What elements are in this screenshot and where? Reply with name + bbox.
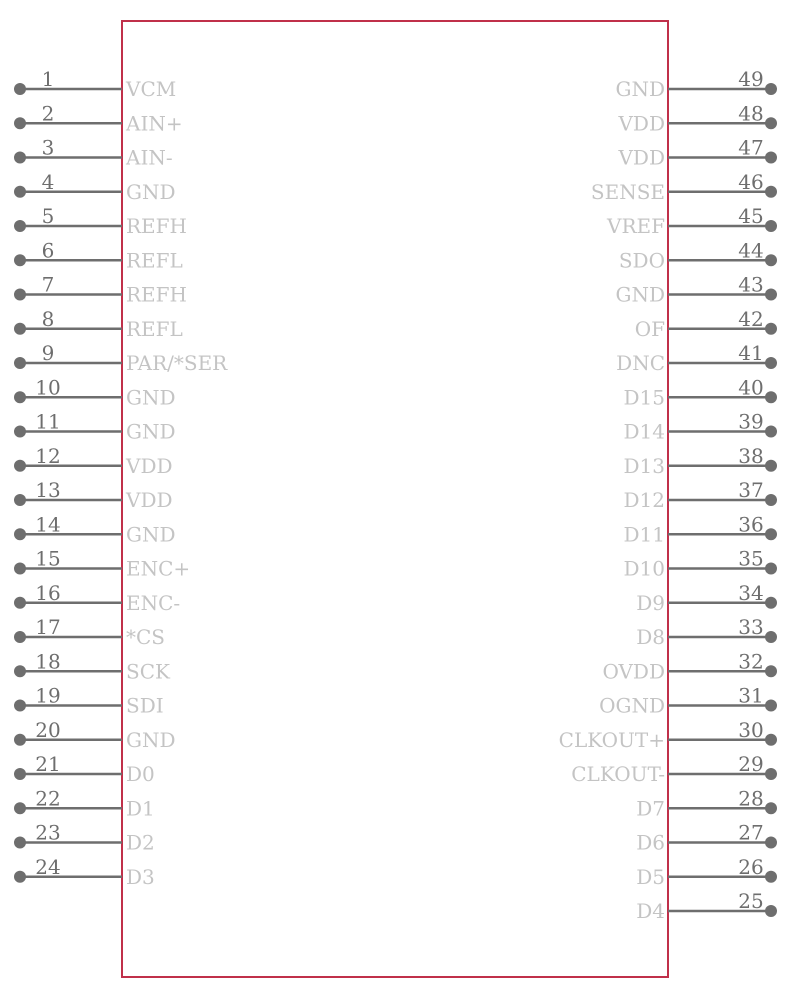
pin-number: 20 [35, 717, 61, 742]
pin-46 [591, 170, 777, 204]
pin-number: 11 [35, 409, 61, 434]
pin-40 [624, 375, 777, 409]
pin-number: 30 [738, 717, 764, 742]
pin-name: D15 [623, 385, 665, 410]
pin-name: CLKOUT- [571, 762, 665, 786]
ic-body-outline [122, 21, 668, 977]
pin-name: D4 [636, 899, 665, 923]
pin-31 [599, 684, 777, 718]
pin-dot [14, 117, 26, 129]
pin-dot [14, 289, 26, 301]
pin-name: OVDD [602, 659, 665, 684]
pin-dot [14, 83, 26, 95]
pin-22 [14, 786, 155, 820]
pin-name: GND [126, 727, 176, 752]
pin-6 [14, 238, 183, 272]
pin-dot [765, 802, 777, 814]
pin-number: 17 [35, 615, 61, 639]
pin-dot [14, 597, 26, 609]
pin-dot [765, 83, 777, 95]
pin-number: 15 [35, 546, 61, 571]
pin-name: GND [615, 282, 665, 307]
pin-number: 12 [35, 443, 61, 468]
pin-11 [14, 410, 176, 444]
pin-number: 49 [738, 67, 764, 91]
pin-1 [14, 67, 176, 101]
pin-48 [617, 101, 777, 135]
pin-dot [14, 631, 26, 643]
pin-dot [14, 563, 26, 575]
pin-dot [765, 289, 777, 301]
pin-dot [765, 152, 777, 164]
pin-dot [14, 254, 26, 266]
pin-dot [14, 220, 26, 232]
pin-dot [765, 117, 777, 129]
pin-name: D3 [126, 864, 155, 889]
pin-dot [14, 734, 26, 746]
pin-41 [616, 341, 777, 375]
pin-number: 9 [41, 341, 55, 365]
pin-dot [14, 494, 26, 506]
pin-dot [765, 871, 777, 883]
pin-name: REFL [126, 316, 183, 341]
pin-dot [765, 528, 777, 540]
pin-number: 32 [738, 649, 764, 674]
pin-number: 16 [35, 580, 61, 605]
pin-dot [765, 220, 777, 232]
pin-dot [14, 152, 26, 164]
pin-13 [14, 478, 173, 512]
pin-29 [571, 752, 777, 786]
pin-dot [14, 186, 26, 198]
pin-dot [14, 391, 26, 403]
pin-39 [624, 410, 777, 444]
pin-dot [14, 768, 26, 780]
pin-dot [765, 323, 777, 335]
pin-number: 41 [738, 341, 764, 365]
pin-number: 47 [738, 135, 764, 160]
pin-33 [636, 615, 777, 649]
pin-name: AIN- [126, 145, 173, 170]
pin-dot [14, 700, 26, 712]
pin-dot [765, 700, 777, 712]
pin-name: D1 [126, 796, 155, 821]
pin-19 [14, 684, 164, 718]
pin-dot [765, 905, 777, 917]
pin-37 [624, 478, 777, 512]
pin-49 [615, 67, 777, 101]
pin-number: 26 [738, 854, 764, 879]
pin-name: REFH [126, 214, 187, 238]
pin-number: 13 [35, 478, 61, 502]
pin-name: PAR/*SER [126, 351, 228, 375]
pin-4 [14, 170, 176, 204]
pin-name: AIN+ [126, 111, 183, 136]
pin-5 [14, 204, 187, 238]
pin-number: 3 [41, 135, 55, 160]
pin-dot [765, 391, 777, 403]
pin-7 [14, 273, 187, 307]
pin-35 [624, 547, 777, 581]
pin-number: 1 [41, 67, 55, 91]
pin-dot [14, 426, 26, 438]
pin-number: 6 [41, 238, 55, 263]
pin-26 [636, 855, 777, 889]
pin-number: 43 [738, 272, 764, 297]
pin-3 [14, 136, 173, 170]
pin-name: VCM [126, 77, 177, 101]
pin-name: VDD [618, 111, 665, 136]
pin-number: 38 [738, 443, 764, 468]
pin-number: 24 [35, 854, 61, 879]
pin-number: 29 [738, 752, 764, 776]
pin-name: VDD [126, 488, 173, 512]
pin-name: GND [615, 77, 665, 101]
pin-number: 31 [738, 683, 764, 708]
pin-23 [14, 821, 155, 855]
pin-dot [14, 528, 26, 540]
pin-number: 5 [41, 204, 55, 228]
pin-number: 42 [738, 306, 764, 331]
pin-dot [14, 460, 26, 472]
pin-number: 36 [738, 512, 764, 537]
pin-number: 34 [738, 580, 764, 605]
pin-20 [14, 718, 176, 752]
pin-name: D6 [636, 830, 665, 855]
pin-number: 46 [738, 169, 764, 194]
pin-dot [765, 254, 777, 266]
pin-24 [14, 855, 155, 889]
pin-name: GND [126, 179, 176, 204]
pin-name: SCK [126, 659, 170, 684]
pin-dot [14, 665, 26, 677]
pin-dot [14, 802, 26, 814]
pin-dot [765, 494, 777, 506]
pin-name: *CS [126, 625, 166, 649]
pin-number: 7 [41, 272, 55, 297]
pin-number: 33 [738, 615, 764, 639]
pin-name: GND [126, 522, 176, 547]
pin-14 [14, 512, 176, 546]
pin-name: D12 [623, 488, 665, 512]
pin-dot [765, 665, 777, 677]
pin-number: 18 [35, 649, 61, 674]
pin-12 [14, 444, 173, 478]
pin-number: 35 [738, 546, 764, 571]
pin-number: 27 [738, 820, 764, 845]
pin-name: SDO [618, 248, 665, 273]
pin-38 [624, 444, 777, 478]
pin-number: 25 [738, 889, 764, 913]
pin-name: D7 [636, 796, 665, 821]
pin-dot [765, 186, 777, 198]
pin-number: 37 [738, 478, 764, 502]
pin-27 [636, 821, 777, 855]
pin-name: VREF [607, 214, 665, 238]
pin-name: D5 [636, 864, 665, 889]
pin-15 [14, 547, 190, 581]
pin-name: ENC- [126, 590, 181, 615]
pin-25 [636, 889, 777, 923]
pin-name: DNC [616, 351, 665, 375]
pin-name: REFL [126, 248, 183, 273]
pin-name: D8 [636, 625, 665, 649]
pin-18 [14, 649, 171, 683]
pin-dot [765, 426, 777, 438]
pin-name: SDI [126, 693, 164, 718]
pin-name: GND [126, 419, 176, 444]
pin-name: REFH [126, 282, 187, 307]
pin-dot [14, 357, 26, 369]
pin-45 [606, 204, 777, 238]
pin-47 [617, 136, 777, 170]
pin-name: ENC+ [126, 556, 191, 581]
pin-16 [14, 581, 180, 615]
pin-43 [615, 273, 777, 307]
pin-name: D14 [623, 419, 665, 444]
pin-dot [765, 768, 777, 780]
pin-name: CLKOUT+ [558, 727, 665, 752]
pin-name: D11 [623, 522, 665, 547]
pin-number: 21 [35, 752, 61, 776]
pin-name: GND [126, 385, 176, 410]
pin-number: 8 [41, 306, 55, 331]
pin-name: D9 [636, 590, 665, 615]
pin-dot [14, 323, 26, 335]
pin-42 [635, 307, 777, 341]
pin-number: 22 [35, 786, 61, 811]
pin-number: 4 [41, 169, 55, 194]
pin-name: OF [634, 316, 665, 341]
pin-number: 14 [35, 512, 61, 537]
pin-dot [765, 734, 777, 746]
pin-21 [14, 752, 155, 786]
pin-number: 19 [35, 683, 61, 708]
pin-name: VDD [126, 453, 173, 478]
pin-number: 39 [738, 409, 764, 434]
pin-number: 45 [738, 204, 764, 228]
pin-44 [619, 238, 777, 272]
pin-name: VDD [618, 145, 665, 170]
pin-number: 23 [35, 820, 61, 845]
pin-34 [636, 581, 777, 615]
pin-number: 44 [738, 238, 764, 263]
pin-name: OGND [599, 693, 665, 718]
pin-dot [765, 597, 777, 609]
pin-32 [602, 649, 777, 683]
pin-dot [765, 460, 777, 472]
pin-8 [14, 307, 183, 341]
pin-2 [14, 101, 183, 135]
pin-dot [765, 357, 777, 369]
pin-name: D13 [623, 453, 665, 478]
pin-36 [624, 512, 777, 546]
pin-dot [14, 837, 26, 849]
pin-number: 10 [35, 375, 61, 400]
pin-number: 40 [738, 375, 764, 400]
pin-number: 2 [41, 101, 55, 126]
pin-dot [765, 837, 777, 849]
pin-17 [14, 615, 165, 649]
pin-dot [765, 563, 777, 575]
pin-number: 48 [738, 101, 764, 126]
pin-name: D10 [623, 556, 665, 581]
pin-name: D0 [126, 762, 155, 786]
pin-name: D2 [126, 830, 155, 855]
pin-name: SENSE [590, 179, 665, 204]
pin-number: 28 [738, 786, 764, 811]
pin-10 [14, 375, 176, 409]
pin-28 [636, 786, 777, 820]
pin-dot [765, 631, 777, 643]
pin-dot [14, 871, 26, 883]
